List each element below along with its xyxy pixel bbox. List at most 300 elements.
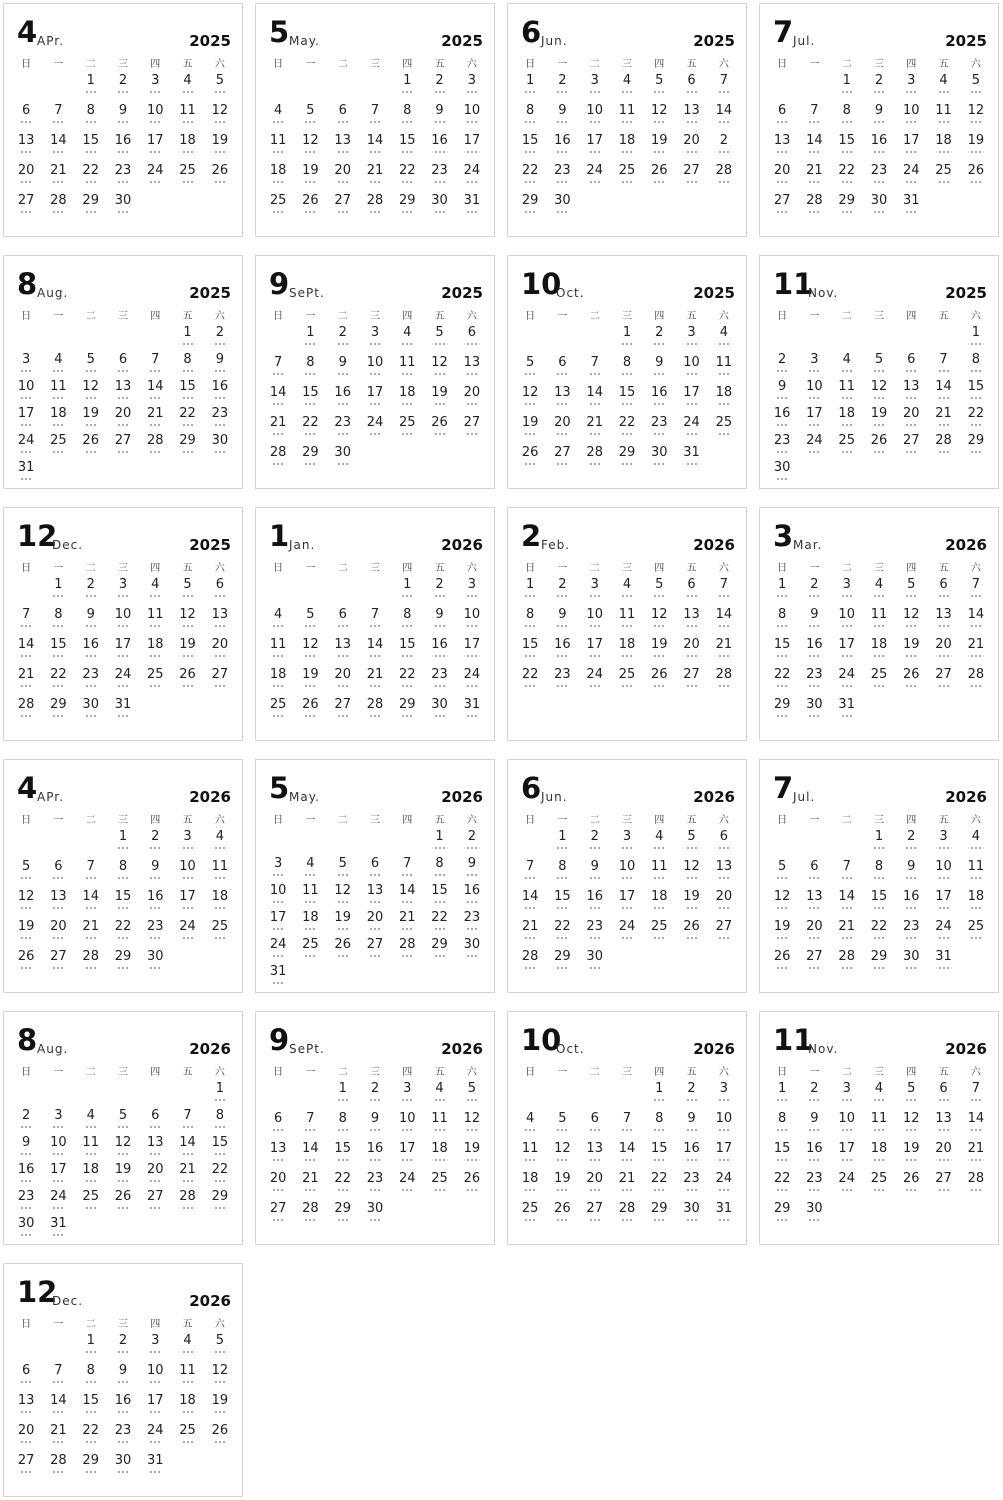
day-cell: 10 bbox=[359, 356, 391, 386]
day-cell: 4 bbox=[423, 1082, 455, 1112]
day-cell: 15 bbox=[423, 884, 455, 911]
weekday-header bbox=[514, 559, 740, 574]
day-cell: 10 bbox=[831, 608, 863, 638]
day-cell: 25 bbox=[294, 938, 326, 965]
day-cell: 22 bbox=[611, 416, 643, 446]
day-cell: 11 bbox=[262, 638, 294, 668]
year-label: 2026 bbox=[693, 1040, 735, 1058]
weekday-label: 二 bbox=[85, 311, 96, 322]
day-cell: 7 bbox=[579, 356, 611, 386]
day-cell: 13 bbox=[139, 1136, 171, 1163]
day-cell: 21 bbox=[708, 638, 740, 668]
day-cell: 26 bbox=[546, 1202, 578, 1232]
weekday-label: 四 bbox=[654, 815, 665, 826]
day-cell: 2 bbox=[895, 830, 927, 860]
day-cell: 28 bbox=[708, 164, 740, 194]
day-cell: 22 bbox=[423, 911, 455, 938]
weekday-label: 二 bbox=[841, 815, 852, 826]
day-cell: 18 bbox=[75, 1163, 107, 1190]
day-cell: 4 bbox=[611, 74, 643, 104]
day-cell: 14 bbox=[171, 1136, 203, 1163]
weekday-label: 三 bbox=[873, 1067, 884, 1078]
day-cell: 25 bbox=[42, 434, 74, 461]
month-number: 11 bbox=[773, 1023, 814, 1057]
day-cell: 11 bbox=[708, 356, 740, 386]
day-cell: 13 bbox=[675, 608, 707, 638]
weekday-label: 一 bbox=[809, 311, 820, 322]
weekday-header bbox=[514, 55, 740, 70]
weekday-label: 日 bbox=[21, 815, 32, 826]
day-cell: 24 bbox=[895, 164, 927, 194]
weekday-label: 四 bbox=[654, 59, 665, 70]
day-cell: 29 bbox=[327, 1202, 359, 1232]
weekday-label: 六 bbox=[214, 1319, 225, 1330]
day-cell: 25 bbox=[139, 668, 171, 698]
empty-cell bbox=[294, 578, 326, 608]
day-cell: 27 bbox=[327, 194, 359, 224]
day-cell: 13 bbox=[579, 1142, 611, 1172]
weekday-label: 一 bbox=[305, 311, 316, 322]
day-cell: 8 bbox=[75, 104, 107, 134]
day-cell: 3 bbox=[708, 1082, 740, 1112]
day-cell: 29 bbox=[391, 698, 423, 728]
day-cell: 20 bbox=[10, 1424, 42, 1454]
day-cell: 27 bbox=[927, 1172, 959, 1202]
day-cell: 16 bbox=[10, 1163, 42, 1190]
day-cell: 9 bbox=[327, 356, 359, 386]
day-cell: 14 bbox=[42, 134, 74, 164]
month-abbr: Aug. bbox=[37, 286, 69, 300]
day-cell: 30 bbox=[766, 461, 798, 488]
day-cell: 17 bbox=[139, 1394, 171, 1424]
weekday-label: 六 bbox=[466, 815, 477, 826]
day-cell: 23 bbox=[456, 911, 488, 938]
day-cell: 17 bbox=[579, 134, 611, 164]
day-cell: 26 bbox=[960, 164, 992, 194]
weekday-label: 六 bbox=[970, 1067, 981, 1078]
month-number: 11 bbox=[773, 267, 814, 301]
day-cell: 14 bbox=[798, 134, 830, 164]
weekday-label: 二 bbox=[589, 1067, 600, 1078]
day-cell: 5 bbox=[960, 74, 992, 104]
day-cell: 13 bbox=[895, 380, 927, 407]
day-cell: 27 bbox=[456, 416, 488, 446]
day-cell: 20 bbox=[927, 638, 959, 668]
day-cell: 1 bbox=[107, 830, 139, 860]
day-cell: 30 bbox=[798, 1202, 830, 1232]
weekday-header bbox=[766, 559, 992, 574]
day-cell: 6 bbox=[327, 608, 359, 638]
weekday-label: 五 bbox=[182, 59, 193, 70]
day-cell: 9 bbox=[107, 1364, 139, 1394]
month-abbr: Jan. bbox=[289, 538, 316, 552]
day-cell: 26 bbox=[204, 1424, 236, 1454]
day-cell: 11 bbox=[863, 1112, 895, 1142]
day-cell: 25 bbox=[863, 1172, 895, 1202]
day-cell: 28 bbox=[359, 194, 391, 224]
weekday-header bbox=[514, 811, 740, 826]
day-cell: 8 bbox=[863, 860, 895, 890]
day-cell: 27 bbox=[204, 668, 236, 698]
empty-cell bbox=[10, 830, 42, 860]
day-cell: 18 bbox=[611, 134, 643, 164]
day-cell: 7 bbox=[391, 857, 423, 884]
weekday-header bbox=[766, 55, 992, 70]
days-grid bbox=[10, 1082, 236, 1244]
day-cell: 29 bbox=[514, 194, 546, 224]
day-cell: 11 bbox=[42, 380, 74, 407]
month-card bbox=[759, 1011, 999, 1245]
weekday-label: 五 bbox=[686, 59, 697, 70]
empty-cell bbox=[327, 578, 359, 608]
day-cell: 21 bbox=[611, 1172, 643, 1202]
weekday-label: 日 bbox=[777, 311, 788, 322]
day-cell: 6 bbox=[927, 1082, 959, 1112]
day-cell: 9 bbox=[895, 860, 927, 890]
day-cell: 27 bbox=[359, 938, 391, 965]
day-cell: 6 bbox=[675, 578, 707, 608]
day-cell: 16 bbox=[798, 638, 830, 668]
empty-cell bbox=[359, 74, 391, 104]
day-cell: 19 bbox=[456, 1142, 488, 1172]
weekday-label: 一 bbox=[809, 815, 820, 826]
weekday-label: 日 bbox=[21, 311, 32, 322]
day-cell: 23 bbox=[579, 920, 611, 950]
month-abbr: SePt. bbox=[289, 1042, 325, 1056]
day-cell: 11 bbox=[927, 104, 959, 134]
day-cell: 12 bbox=[171, 608, 203, 638]
day-cell: 8 bbox=[766, 608, 798, 638]
day-cell: 10 bbox=[579, 104, 611, 134]
weekday-label: 二 bbox=[85, 1319, 96, 1330]
day-cell: 14 bbox=[391, 884, 423, 911]
empty-cell bbox=[294, 830, 326, 857]
day-cell: 5 bbox=[514, 356, 546, 386]
day-cell: 7 bbox=[708, 74, 740, 104]
weekday-label: 六 bbox=[466, 1067, 477, 1078]
day-cell: 23 bbox=[10, 1190, 42, 1217]
day-cell: 31 bbox=[456, 194, 488, 224]
day-cell: 25 bbox=[831, 434, 863, 461]
day-cell: 23 bbox=[327, 416, 359, 446]
weekday-label: 一 bbox=[53, 1067, 64, 1078]
day-cell: 11 bbox=[391, 356, 423, 386]
day-cell: 26 bbox=[423, 416, 455, 446]
day-cell: 24 bbox=[456, 164, 488, 194]
day-cell: 25 bbox=[262, 194, 294, 224]
weekday-label: 五 bbox=[182, 311, 193, 322]
day-cell: 7 bbox=[927, 353, 959, 380]
weekday-label: 五 bbox=[686, 311, 697, 322]
day-cell: 3 bbox=[456, 578, 488, 608]
day-cell: 6 bbox=[42, 860, 74, 890]
day-cell: 23 bbox=[766, 434, 798, 461]
day-cell: 18 bbox=[863, 1142, 895, 1172]
weekday-header bbox=[766, 811, 992, 826]
day-cell: 16 bbox=[456, 884, 488, 911]
day-cell: 5 bbox=[204, 74, 236, 104]
month-card bbox=[507, 3, 747, 237]
weekday-header bbox=[10, 307, 236, 322]
weekday-label: 四 bbox=[402, 311, 413, 322]
day-cell: 8 bbox=[643, 1112, 675, 1142]
year-label: 2026 bbox=[189, 1040, 231, 1058]
days-grid bbox=[766, 74, 992, 224]
weekday-label: 六 bbox=[970, 563, 981, 574]
month-number: 1 bbox=[269, 519, 290, 553]
weekday-label: 二 bbox=[85, 815, 96, 826]
day-cell: 6 bbox=[107, 353, 139, 380]
day-cell: 16 bbox=[766, 407, 798, 434]
day-cell: 18 bbox=[708, 386, 740, 416]
day-cell: 10 bbox=[675, 356, 707, 386]
day-cell: 17 bbox=[927, 890, 959, 920]
day-cell: 15 bbox=[766, 1142, 798, 1172]
month-abbr: APr. bbox=[37, 790, 64, 804]
day-cell: 25 bbox=[171, 164, 203, 194]
empty-cell bbox=[262, 578, 294, 608]
day-cell: 7 bbox=[359, 104, 391, 134]
day-cell: 28 bbox=[171, 1190, 203, 1217]
day-cell: 12 bbox=[456, 1112, 488, 1142]
day-cell: 16 bbox=[107, 134, 139, 164]
month-abbr: Dec. bbox=[52, 538, 84, 552]
empty-cell bbox=[75, 830, 107, 860]
weekday-label: 五 bbox=[938, 311, 949, 322]
day-cell: 3 bbox=[391, 1082, 423, 1112]
day-cell: 11 bbox=[960, 860, 992, 890]
day-cell: 17 bbox=[456, 638, 488, 668]
weekday-label: 三 bbox=[369, 59, 380, 70]
empty-cell bbox=[895, 326, 927, 353]
weekday-label: 三 bbox=[621, 59, 632, 70]
weekday-label: 四 bbox=[654, 563, 665, 574]
day-cell: 2 bbox=[643, 326, 675, 356]
day-cell: 28 bbox=[75, 950, 107, 980]
day-cell: 4 bbox=[927, 74, 959, 104]
day-cell: 14 bbox=[831, 890, 863, 920]
day-cell: 4 bbox=[42, 353, 74, 380]
day-cell: 16 bbox=[327, 386, 359, 416]
day-cell: 28 bbox=[960, 1172, 992, 1202]
day-cell: 19 bbox=[204, 134, 236, 164]
weekday-label: 一 bbox=[53, 1319, 64, 1330]
day-cell: 15 bbox=[391, 134, 423, 164]
day-cell: 30 bbox=[327, 446, 359, 476]
day-cell: 5 bbox=[171, 578, 203, 608]
day-cell: 27 bbox=[708, 920, 740, 950]
day-cell: 17 bbox=[359, 386, 391, 416]
days-grid bbox=[766, 326, 992, 488]
empty-cell bbox=[798, 830, 830, 860]
empty-cell bbox=[579, 1082, 611, 1112]
weekday-label: 三 bbox=[621, 815, 632, 826]
day-cell: 17 bbox=[579, 638, 611, 668]
day-cell: 5 bbox=[895, 1082, 927, 1112]
day-cell: 31 bbox=[107, 698, 139, 728]
day-cell: 8 bbox=[391, 104, 423, 134]
weekday-label: 一 bbox=[305, 59, 316, 70]
day-cell: 21 bbox=[798, 164, 830, 194]
day-cell: 19 bbox=[643, 134, 675, 164]
day-cell: 10 bbox=[171, 860, 203, 890]
day-cell: 29 bbox=[75, 194, 107, 224]
day-cell: 22 bbox=[204, 1163, 236, 1190]
day-cell: 27 bbox=[546, 446, 578, 476]
day-cell: 22 bbox=[643, 1172, 675, 1202]
month-card bbox=[255, 3, 495, 237]
day-cell: 29 bbox=[42, 698, 74, 728]
day-cell: 22 bbox=[171, 407, 203, 434]
day-cell: 4 bbox=[643, 830, 675, 860]
day-cell: 12 bbox=[75, 380, 107, 407]
day-cell: 28 bbox=[294, 1202, 326, 1232]
weekday-label: 六 bbox=[214, 563, 225, 574]
day-cell: 8 bbox=[42, 608, 74, 638]
month-abbr: Feb. bbox=[541, 538, 571, 552]
day-cell: 4 bbox=[75, 1109, 107, 1136]
day-cell: 15 bbox=[863, 890, 895, 920]
day-cell: 26 bbox=[75, 434, 107, 461]
weekday-label: 五 bbox=[434, 1067, 445, 1078]
day-cell: 17 bbox=[611, 890, 643, 920]
empty-cell bbox=[831, 830, 863, 860]
day-cell: 11 bbox=[294, 884, 326, 911]
year-label: 2025 bbox=[189, 284, 231, 302]
day-cell: 22 bbox=[294, 416, 326, 446]
month-abbr: May. bbox=[289, 790, 320, 804]
empty-cell bbox=[766, 326, 798, 353]
month-number: 10 bbox=[521, 1023, 562, 1057]
day-cell: 10 bbox=[798, 380, 830, 407]
day-cell: 18 bbox=[611, 638, 643, 668]
day-cell: 17 bbox=[895, 134, 927, 164]
day-cell: 3 bbox=[139, 74, 171, 104]
day-cell: 14 bbox=[611, 1142, 643, 1172]
day-cell: 30 bbox=[204, 434, 236, 461]
day-cell: 14 bbox=[294, 1142, 326, 1172]
day-cell: 3 bbox=[927, 830, 959, 860]
day-cell: 24 bbox=[359, 416, 391, 446]
weekday-label: 二 bbox=[841, 563, 852, 574]
day-cell: 19 bbox=[766, 920, 798, 950]
day-cell: 23 bbox=[798, 1172, 830, 1202]
day-cell: 23 bbox=[643, 416, 675, 446]
day-cell: 9 bbox=[863, 104, 895, 134]
day-cell: 1 bbox=[391, 74, 423, 104]
days-grid bbox=[514, 1082, 740, 1232]
day-cell: 6 bbox=[456, 326, 488, 356]
weekday-label: 六 bbox=[718, 59, 729, 70]
weekday-label: 日 bbox=[525, 1067, 536, 1078]
day-cell: 13 bbox=[675, 104, 707, 134]
day-cell: 18 bbox=[171, 1394, 203, 1424]
day-cell: 30 bbox=[423, 194, 455, 224]
day-cell: 30 bbox=[10, 1217, 42, 1244]
day-cell: 13 bbox=[798, 890, 830, 920]
day-cell: 31 bbox=[10, 461, 42, 488]
day-cell: 20 bbox=[798, 920, 830, 950]
month-number: 10 bbox=[521, 267, 562, 301]
year-label: 2025 bbox=[441, 284, 483, 302]
day-cell: 4 bbox=[262, 104, 294, 134]
month-number: 3 bbox=[773, 519, 794, 553]
weekday-label: 二 bbox=[841, 1067, 852, 1078]
day-cell: 14 bbox=[708, 104, 740, 134]
day-cell: 19 bbox=[294, 668, 326, 698]
day-cell: 24 bbox=[798, 434, 830, 461]
empty-cell bbox=[42, 326, 74, 353]
month-number: 6 bbox=[521, 15, 542, 49]
day-cell: 11 bbox=[139, 608, 171, 638]
day-cell: 27 bbox=[262, 1202, 294, 1232]
day-cell: 18 bbox=[294, 911, 326, 938]
month-abbr: Oct. bbox=[556, 286, 585, 300]
day-cell: 18 bbox=[863, 638, 895, 668]
month-number: 8 bbox=[17, 267, 38, 301]
weekday-label: 二 bbox=[841, 311, 852, 322]
day-cell: 23 bbox=[863, 164, 895, 194]
day-cell: 7 bbox=[262, 356, 294, 386]
days-grid bbox=[10, 74, 236, 224]
day-cell: 7 bbox=[75, 860, 107, 890]
day-cell: 3 bbox=[456, 74, 488, 104]
days-grid bbox=[262, 578, 488, 728]
day-cell: 6 bbox=[139, 1109, 171, 1136]
day-cell: 20 bbox=[895, 407, 927, 434]
day-cell: 7 bbox=[10, 608, 42, 638]
day-cell: 11 bbox=[423, 1112, 455, 1142]
day-cell: 15 bbox=[960, 380, 992, 407]
day-cell: 28 bbox=[139, 434, 171, 461]
day-cell: 22 bbox=[514, 668, 546, 698]
weekday-header bbox=[10, 559, 236, 574]
day-cell: 24 bbox=[42, 1190, 74, 1217]
month-abbr: SePt. bbox=[289, 286, 325, 300]
weekday-label: 四 bbox=[906, 563, 917, 574]
day-cell: 20 bbox=[327, 668, 359, 698]
day-cell: 16 bbox=[546, 638, 578, 668]
year-label: 2025 bbox=[441, 32, 483, 50]
day-cell: 12 bbox=[204, 1364, 236, 1394]
day-cell: 5 bbox=[10, 860, 42, 890]
empty-cell bbox=[262, 1082, 294, 1112]
day-cell: 28 bbox=[831, 950, 863, 980]
day-cell: 16 bbox=[579, 890, 611, 920]
weekday-label: 三 bbox=[117, 1319, 128, 1330]
day-cell: 28 bbox=[359, 698, 391, 728]
day-cell: 5 bbox=[294, 608, 326, 638]
calendar-grid bbox=[3, 3, 999, 1497]
day-cell: 13 bbox=[927, 1112, 959, 1142]
day-cell: 2 bbox=[675, 1082, 707, 1112]
weekday-label: 六 bbox=[970, 311, 981, 322]
day-cell: 9 bbox=[579, 860, 611, 890]
empty-cell bbox=[42, 830, 74, 860]
month-card bbox=[507, 759, 747, 993]
month-abbr: Dec. bbox=[52, 1294, 84, 1308]
day-cell: 26 bbox=[766, 950, 798, 980]
days-grid bbox=[514, 578, 740, 698]
day-cell: 24 bbox=[107, 668, 139, 698]
day-cell: 2 bbox=[423, 578, 455, 608]
day-cell: 29 bbox=[643, 1202, 675, 1232]
day-cell: 15 bbox=[611, 386, 643, 416]
day-cell: 29 bbox=[75, 1454, 107, 1484]
day-cell: 29 bbox=[831, 194, 863, 224]
day-cell: 8 bbox=[75, 1364, 107, 1394]
day-cell: 18 bbox=[643, 890, 675, 920]
